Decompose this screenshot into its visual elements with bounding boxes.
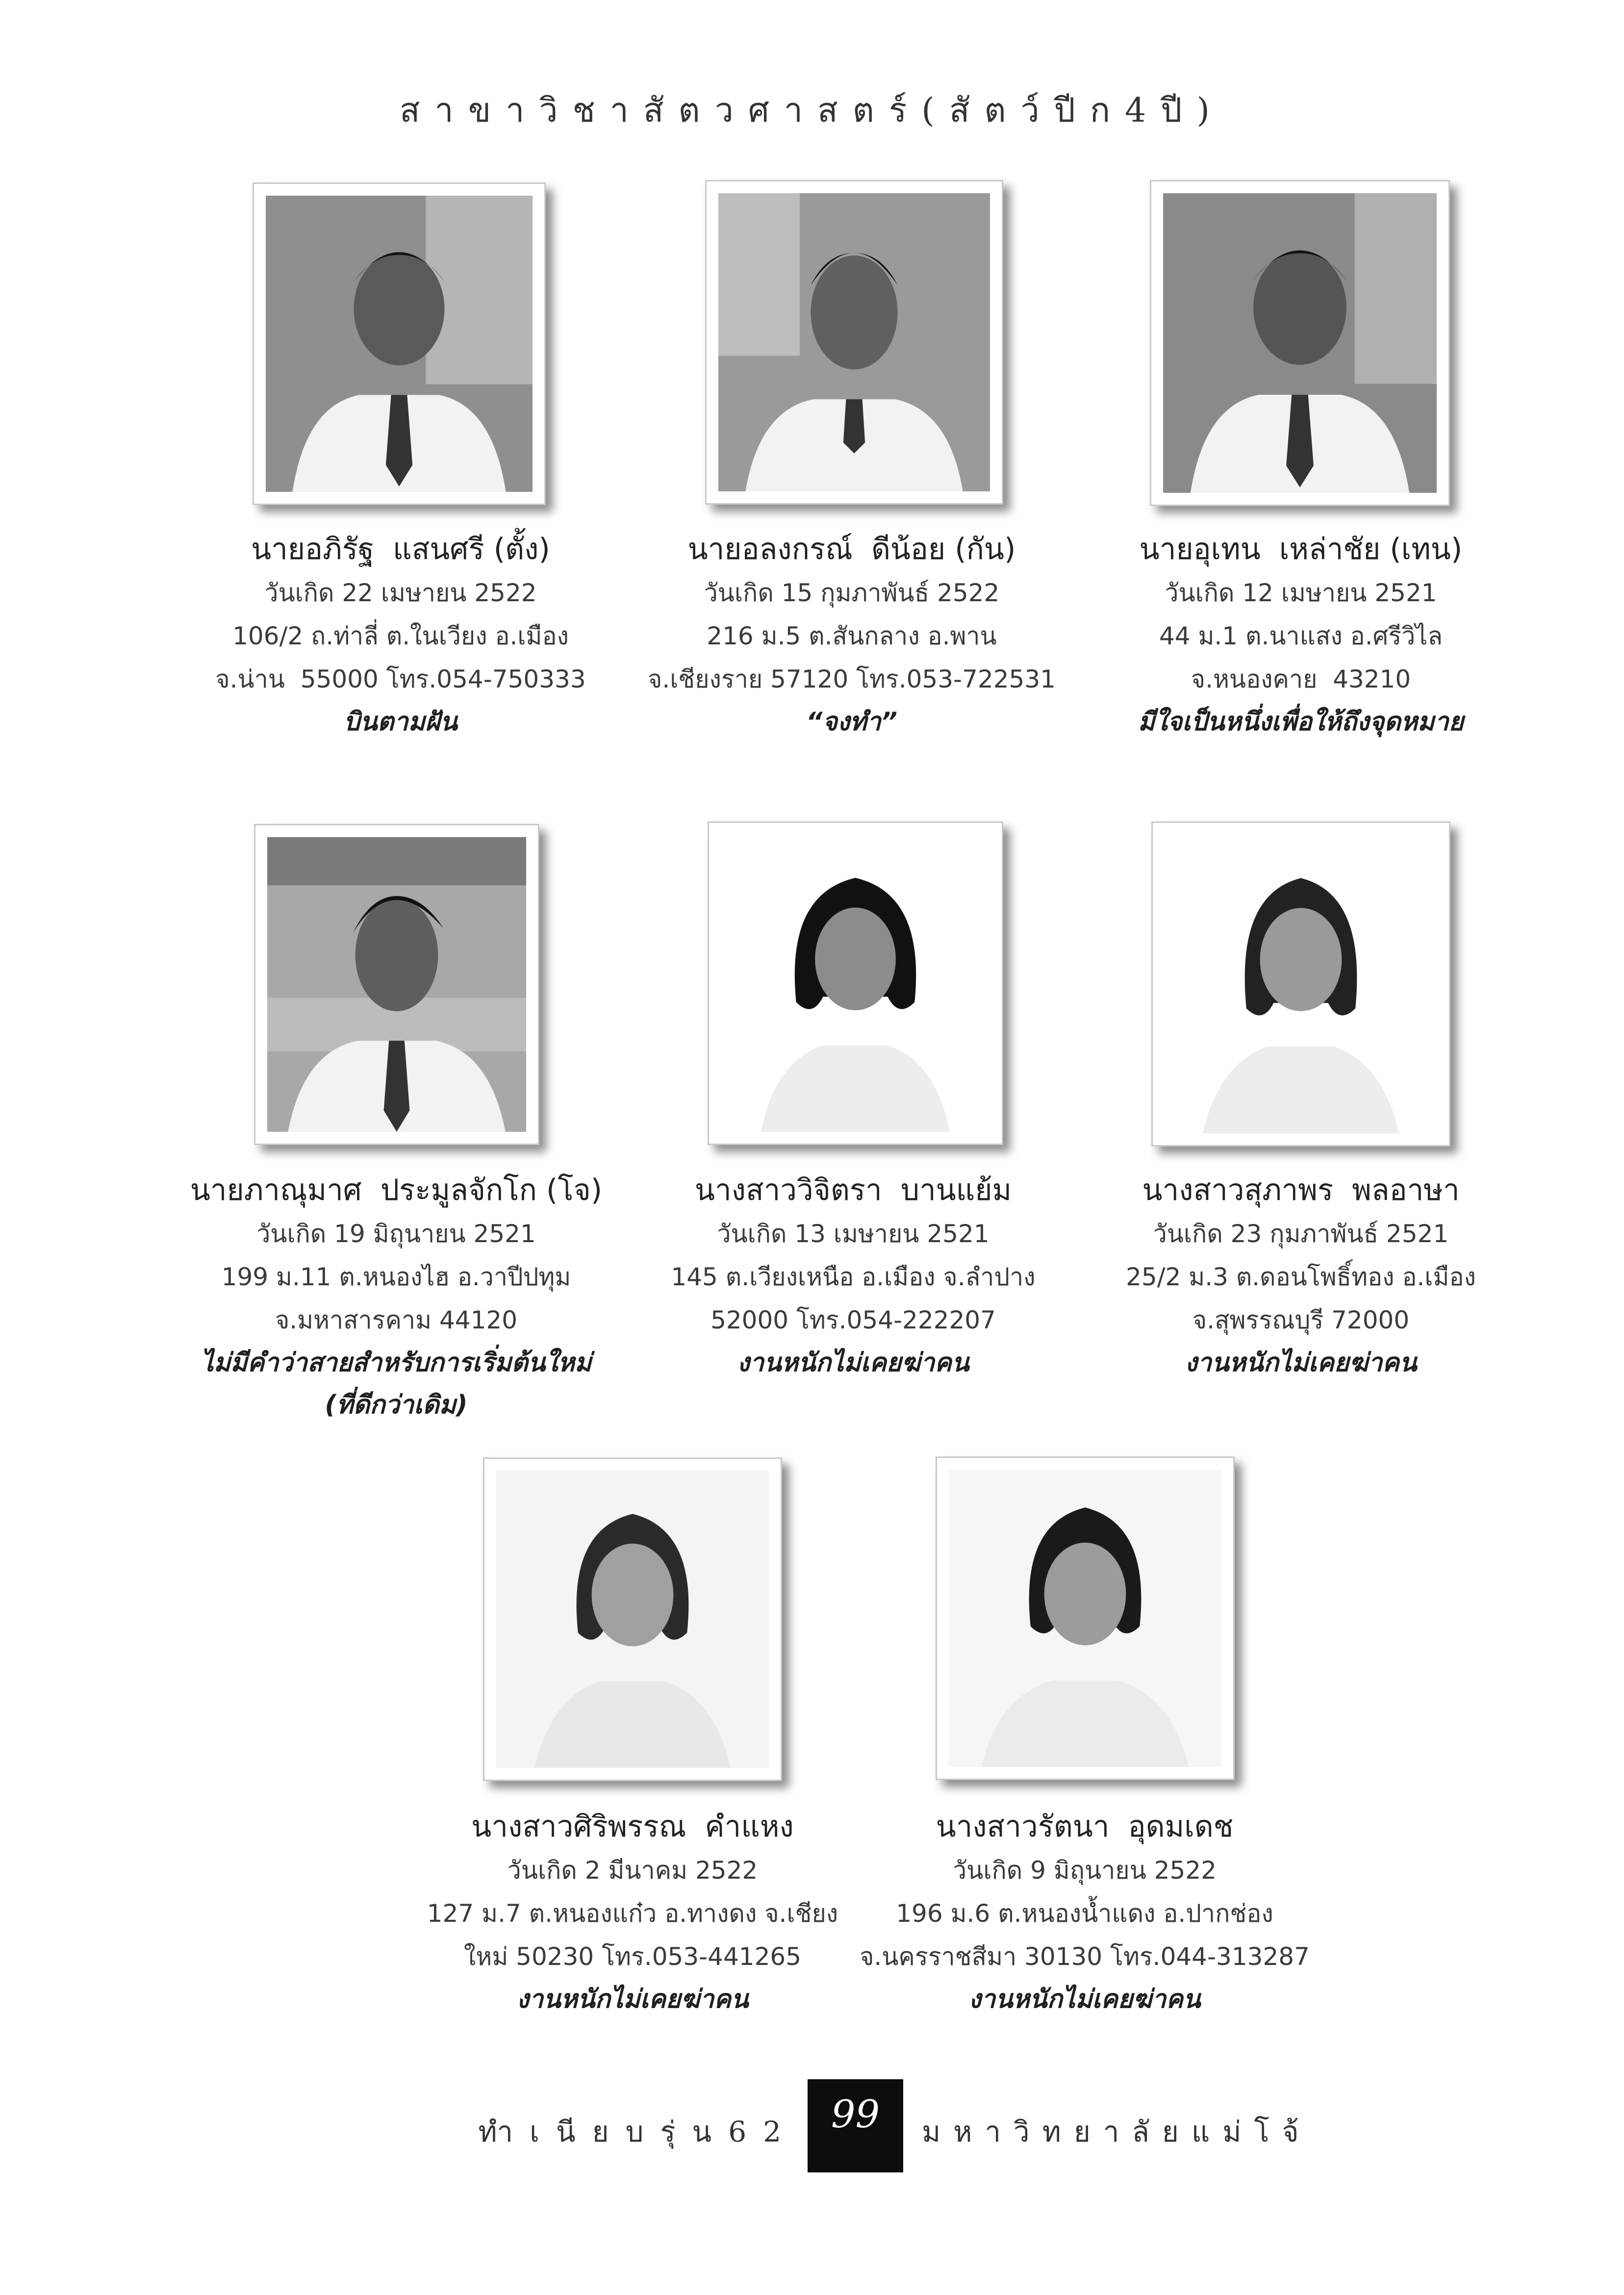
student-info <box>1056 1168 1546 1384</box>
student-motto: “จงทำ” <box>806 707 898 737</box>
student-name: นายอภิรัฐ แสนศรี (ตั้ง) <box>251 532 550 566</box>
student-address: จ.น่าน 55000 โทร.054-750333 <box>215 665 586 693</box>
student-birthdate: วันเกิด 22 เมษายน 2522 <box>264 579 537 607</box>
student-birthdate: วันเกิด 23 กุมภาพันธ์ 2521 <box>1153 1220 1449 1248</box>
student-photo <box>708 821 1003 1145</box>
student-address: ใหม่ 50230 โทร.053-441265 <box>463 1942 802 1971</box>
student-birthdate: วันเกิด 13 เมษายน 2521 <box>717 1220 990 1248</box>
student-address: 199 ม.11 ต.หนองไฮ อ.วาปีปทุม <box>221 1263 571 1291</box>
student-address: 44 ม.1 ต.นาแสง อ.ศรีวิไล <box>1159 622 1443 650</box>
student-name: นางสาววิจิตรา บานแย้ม <box>694 1173 1012 1207</box>
portrait-male-icon <box>1163 193 1437 493</box>
portrait-male-icon <box>267 837 526 1132</box>
student-name: นายอุเทน เหล่าชัย (เทน) <box>1139 532 1463 566</box>
footer-university-label: มหาวิทยาลัยแม่โจ้ <box>922 2115 1312 2148</box>
student-address: จ.สุพรรณบุรี 72000 <box>1192 1306 1410 1334</box>
student-birthdate: วันเกิด 12 เมษายน 2521 <box>1165 579 1437 607</box>
student-address: 127 ม.7 ต.หนองแก๋ว อ.ทางดง จ.เชียง <box>427 1899 838 1928</box>
footer-yearbook-label: ทำเนียบรุ่น62 <box>478 2115 798 2148</box>
student-address: 196 ม.6 ต.หนองน้ำแดง อ.ปากช่อง <box>896 1899 1273 1928</box>
student-motto: (ที่ดีกว่าเดิม) <box>325 1390 468 1420</box>
student-name: นายอลงกรณ์ ดีน้อย (กัน) <box>687 532 1016 566</box>
student-motto: งานหนักไม่เคยฆ่าคน <box>1185 1348 1417 1377</box>
page-title: สาขาวิชาสัตวศาสตร์(สัตว์ปีก4ปี) <box>400 91 1224 130</box>
student-motto: งานหนักไม่เคยฆ่าคน <box>737 1348 969 1377</box>
student-motto: ไม่มีคำว่าสายสำหรับการเริ่มต้นใหม่ <box>201 1348 592 1377</box>
student-name: นางสาวรัตนา อุดมเดช <box>936 1810 1234 1844</box>
student-name: นายภาณุมาศ ประมูลจักโก (โจ) <box>190 1173 603 1207</box>
portrait-female-icon <box>949 1470 1221 1767</box>
portrait-male-icon <box>266 196 533 492</box>
student-info <box>1056 527 1546 743</box>
page-number: 99 <box>808 2079 903 2172</box>
student-photo <box>1150 180 1450 506</box>
student-address: 106/2 ถ.ท่าลี่ ต.ในเวียง อ.เมือง <box>232 622 569 650</box>
student-photo <box>1151 821 1450 1147</box>
student-info <box>608 1168 1098 1384</box>
student-photo <box>483 1457 782 1781</box>
student-address: 25/2 ม.3 ต.ดอนโพธิ์ทอง อ.เมือง <box>1126 1263 1476 1291</box>
portrait-female-icon <box>721 835 990 1132</box>
student-info <box>155 527 646 743</box>
student-info <box>387 1805 878 2020</box>
student-address: 145 ต.เวียงเหนือ อ.เมือง จ.ลำปาง <box>671 1263 1036 1291</box>
portrait-female-icon <box>496 1471 769 1768</box>
student-info <box>839 1805 1330 2020</box>
student-photo <box>254 824 539 1145</box>
student-name: นางสาวศิริพรรณ คำแหง <box>471 1810 794 1844</box>
page-footer <box>0 2079 1624 2177</box>
student-photo <box>936 1456 1235 1780</box>
portrait-male-icon <box>718 193 990 491</box>
student-name: นางสาวสุภาพร พลอาษา <box>1142 1173 1460 1207</box>
student-info <box>607 527 1097 743</box>
student-address: จ.หนองคาย 43210 <box>1191 665 1411 693</box>
student-address: จ.มหาสารคาม 44120 <box>275 1306 518 1334</box>
portrait-female-icon <box>1165 835 1437 1133</box>
student-birthdate: วันเกิด 15 กุมภาพันธ์ 2522 <box>704 579 1000 607</box>
student-address: 52000 โทร.054-222207 <box>710 1306 996 1334</box>
student-address: 216 ม.5 ต.สันกลาง อ.พาน <box>707 622 997 650</box>
student-birthdate: วันเกิด 19 มิถุนายน 2521 <box>256 1220 536 1248</box>
student-motto: มีใจเป็นหนึ่งเพื่อให้ถึงจุดหมาย <box>1138 707 1464 737</box>
student-info <box>151 1168 641 1426</box>
student-address: จ.นครราชสีมา 30130 โทร.044-313287 <box>860 1942 1310 1971</box>
student-motto: งานหนักไม่เคยฆ่าคน <box>516 1985 749 2014</box>
student-photo <box>705 180 1003 505</box>
student-motto: งานหนักไม่เคยฆ่าคน <box>968 1985 1201 2014</box>
student-address: จ.เชียงราย 57120 โทร.053-722531 <box>648 665 1056 693</box>
student-birthdate: วันเกิด 9 มิถุนายน 2522 <box>953 1856 1217 1885</box>
student-photo <box>253 182 546 505</box>
student-birthdate: วันเกิด 2 มีนาคม 2522 <box>507 1856 758 1885</box>
student-motto: บินตามฝัน <box>344 707 457 737</box>
